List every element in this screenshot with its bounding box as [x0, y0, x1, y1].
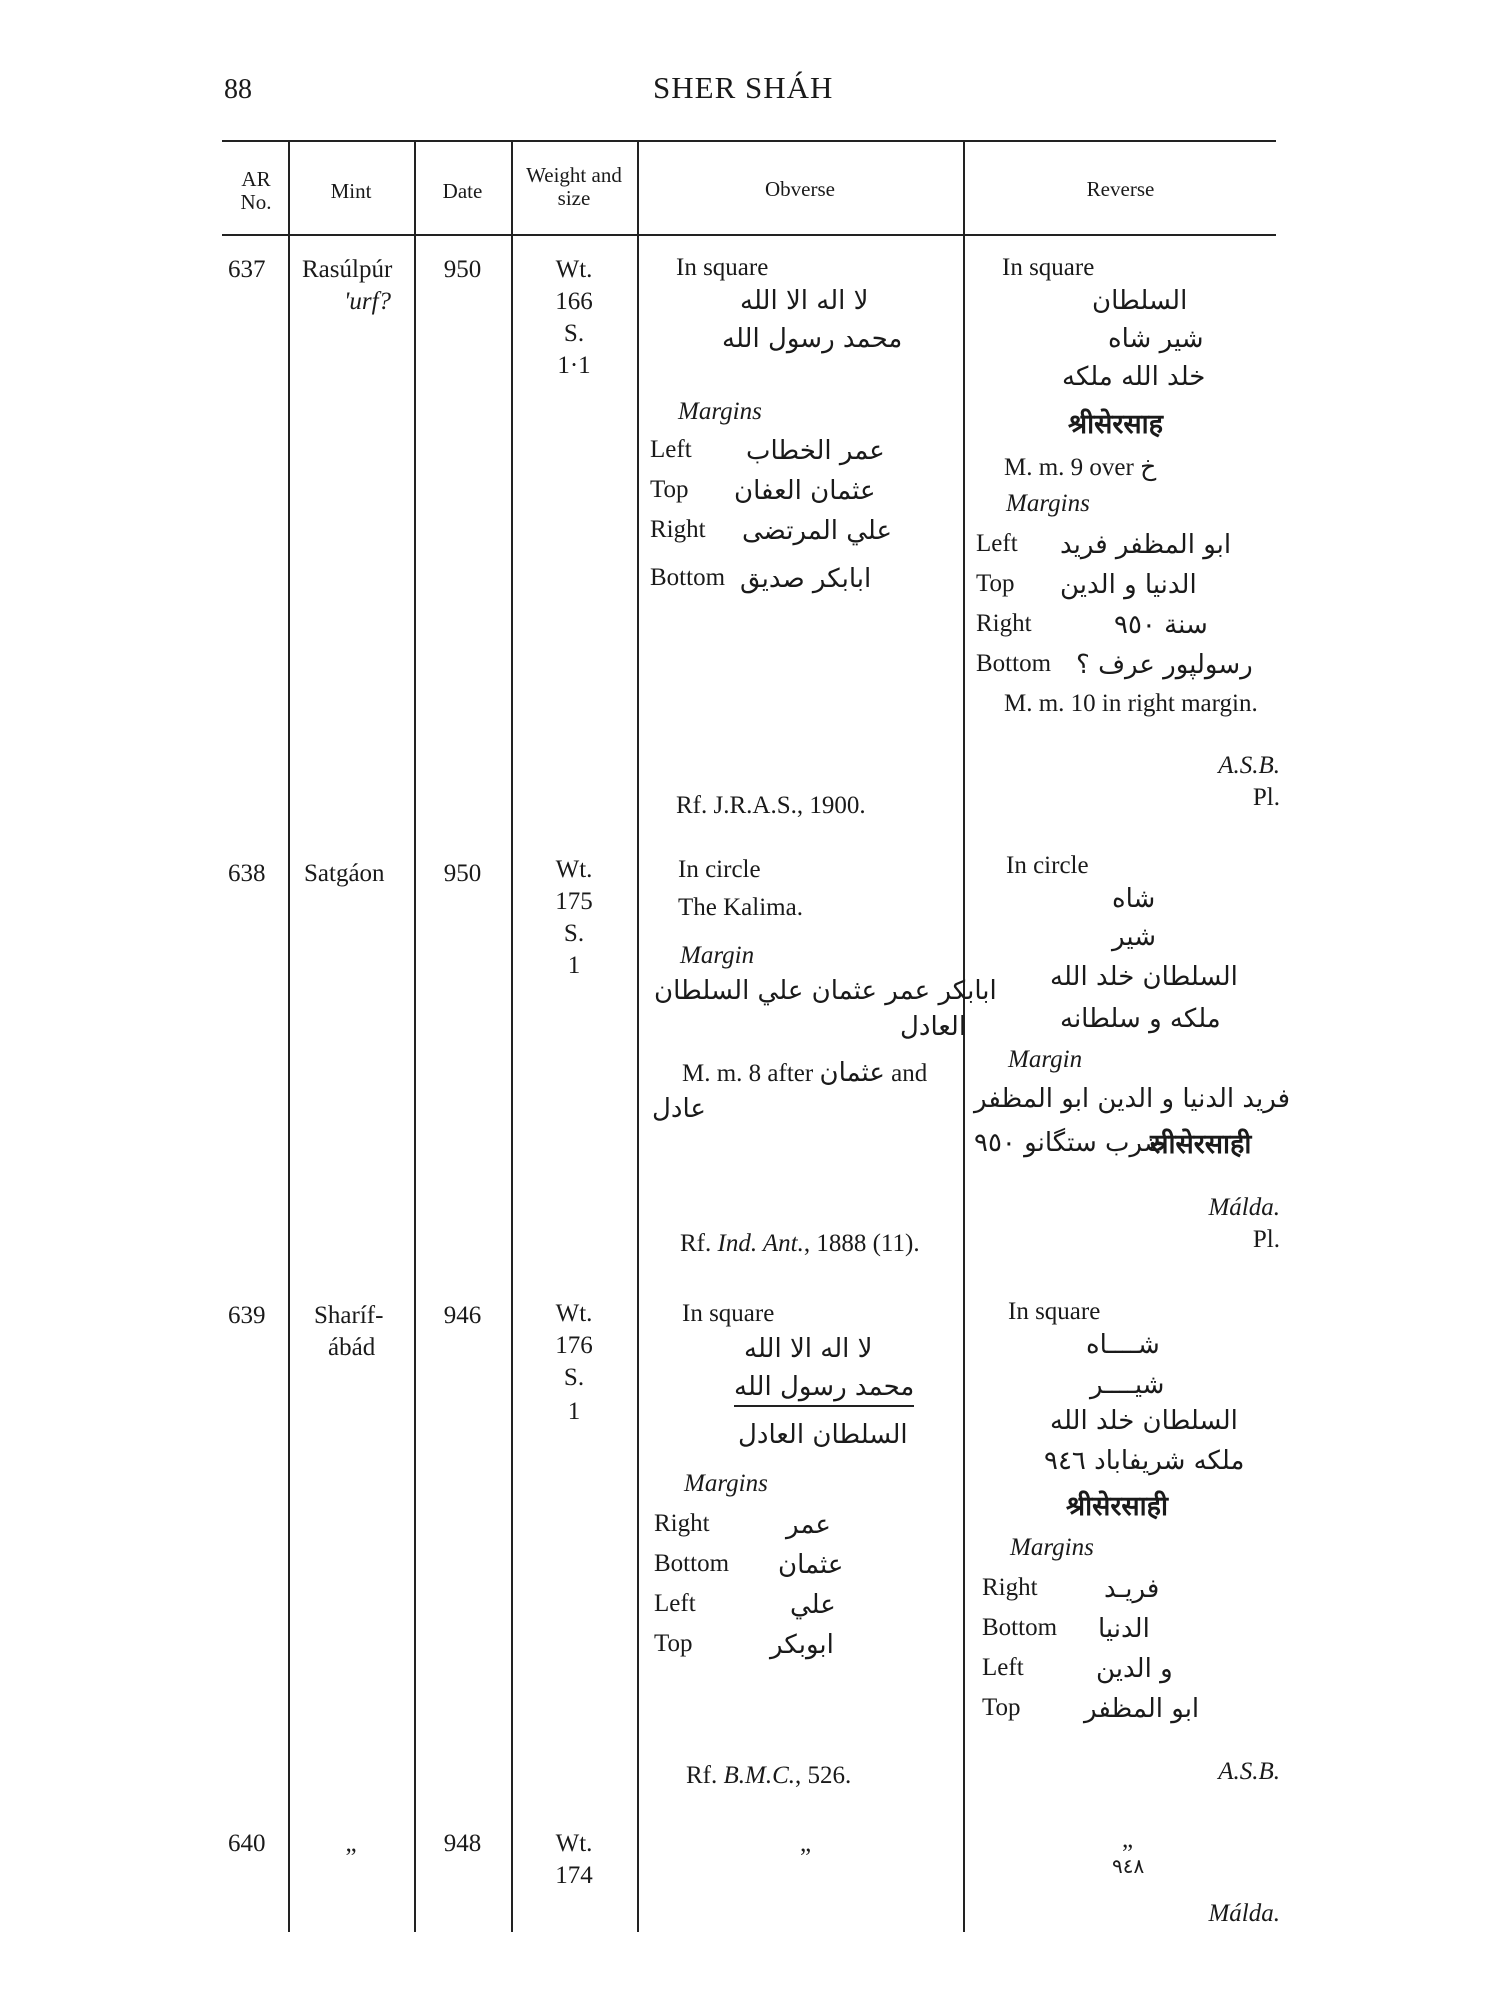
obverse-margin-side: Bottom [650, 564, 726, 591]
reverse-line: خلد الله ملكه [1062, 362, 1206, 392]
coin-weight: 174 [555, 1862, 593, 1889]
collection: A.S.B. [1218, 752, 1280, 779]
reverse-margin-text: رسولپور عرف ؟ [1076, 650, 1253, 680]
obverse-margin-text: عثمان [778, 1550, 844, 1580]
coin-date: 948 [443, 1830, 482, 1857]
reverse-mintmark-note: M. m. 9 over خ [1004, 454, 1157, 481]
reverse-margin-side: Right [982, 1574, 1038, 1601]
reverse-margin-side: Bottom [982, 1614, 1058, 1641]
obverse-line: لا اله الا الله [744, 1334, 873, 1364]
obverse-reference: Rf. B.M.C., 526. [686, 1762, 852, 1789]
obverse-margin-text: ابوبكر [770, 1630, 834, 1660]
reverse-line: السلطان خلد الله [1050, 962, 1238, 992]
obverse-line: السلطان العادل [738, 1420, 908, 1450]
obverse-mintmark-word: عادل [652, 1094, 706, 1124]
reverse-margin-text: ابو المظفر [1084, 1694, 1200, 1724]
column-divider [511, 142, 513, 1932]
obverse-margins-label: Margins [678, 398, 762, 425]
reverse-margin-text: ابو المظفر فريد [1060, 530, 1232, 560]
header-weight: Weight and size [526, 163, 622, 210]
reverse-margin-text: و الدين [1096, 1654, 1173, 1684]
reverse-margin-text: فريـد [1104, 1574, 1160, 1604]
coin-size: 1·1 [557, 352, 591, 379]
reverse-date: ٩٤٨ [1112, 1854, 1145, 1878]
obverse-mintmark-note: M. m. 8 after عثمان and [682, 1058, 928, 1088]
reverse-margin-side: Left [982, 1654, 1024, 1681]
header-no: AR No. [240, 167, 272, 214]
coin-mint: Rasúlpúr [302, 256, 393, 283]
obverse-margin-label: Margin [680, 942, 755, 969]
reverse-line: ملكه شريفاباد ٩٤٦ [1044, 1446, 1245, 1476]
coin-number: 640 [228, 1830, 266, 1857]
column-divider [637, 142, 639, 1932]
reverse-devanagari: श्रीसेरसाही [1066, 1491, 1168, 1522]
obverse-margin-text: عمر الخطاب [746, 436, 885, 466]
obverse-margin-side: Bottom [654, 1550, 730, 1577]
coin-weight: 175 [555, 888, 593, 915]
obverse-margin-side: Top [650, 476, 689, 503]
obverse-line: محمد رسول الله [722, 324, 903, 354]
reverse-line: شاه [1112, 884, 1156, 914]
obverse-margin-text: علي المرتضى [742, 516, 893, 546]
reverse-devanagari: श्रीसेरसाह [1068, 409, 1163, 440]
obverse-margin-text: عمر [786, 1510, 831, 1540]
obverse-reference: Rf. J.R.A.S., 1900. [676, 792, 866, 819]
reverse-line: شير [1112, 922, 1156, 952]
reverse-margin-text: الدنيا [1098, 1614, 1150, 1644]
obverse-margin-side: Top [654, 1630, 693, 1657]
page-title: SHER SHÁH [653, 70, 834, 105]
reverse-line: السلطان خلد الله [1050, 1406, 1238, 1436]
header-obverse: Obverse [765, 177, 835, 201]
obverse-margin-side: Right [654, 1510, 710, 1537]
obverse-margin-side: Right [650, 516, 706, 543]
coin-size: 1 [567, 1398, 581, 1425]
obverse-margin-side: Left [650, 436, 692, 463]
reverse-ditto: „ [1122, 1826, 1134, 1853]
page-number: 88 [224, 74, 252, 105]
reverse-devanagari: स्रीसेरसाही [1150, 1129, 1252, 1160]
reverse-area: In square [1008, 1298, 1101, 1325]
reverse-margin-label: Margin [1008, 1046, 1083, 1073]
reverse-line: شيــــر [1090, 1370, 1165, 1400]
obverse-margins-label: Margins [684, 1470, 768, 1497]
coin-weight-label: Wt. [555, 856, 593, 883]
reverse-margin-side: Left [976, 530, 1018, 557]
coin-mint-ditto: „ [345, 1830, 357, 1857]
coin-number: 639 [228, 1302, 266, 1329]
plate-ref: Pl. [1252, 784, 1280, 811]
reverse-margin-line: فريد الدنيا و الدين ابو المظفر [974, 1084, 1291, 1114]
column-divider [288, 142, 290, 1932]
obverse-area: In square [682, 1300, 775, 1327]
coin-size-label: S. [563, 920, 585, 947]
obverse-margin-text: علي [790, 1590, 836, 1620]
coin-size-label: S. [563, 320, 585, 347]
obverse-reference: Rf. Ind. Ant., 1888 (11). [680, 1230, 920, 1257]
collection: Málda. [1208, 1900, 1280, 1927]
reverse-line: شير شاه [1108, 324, 1204, 354]
header-date: Date [442, 179, 483, 203]
obverse-area: In square [676, 254, 769, 281]
obverse-line: محمد رسول الله [734, 1372, 914, 1407]
table-header-rule [222, 234, 1276, 236]
reverse-margin-side: Right [976, 610, 1032, 637]
coin-number: 637 [228, 256, 266, 283]
coin-date: 946 [443, 1302, 482, 1329]
coin-weight: 176 [555, 1332, 593, 1359]
plate-ref: Pl. [1252, 1226, 1280, 1253]
collection: Málda. [1208, 1194, 1280, 1221]
coin-mint: Sharíf- [314, 1302, 384, 1329]
obverse-area: In circle [678, 856, 761, 883]
coin-mint-continued: ábád [328, 1334, 376, 1361]
reverse-margin-side: Bottom [976, 650, 1052, 677]
reverse-line: السلطان [1092, 286, 1188, 316]
coin-weight-label: Wt. [555, 1300, 593, 1327]
coin-weight: 166 [555, 288, 593, 315]
reverse-area: In circle [1006, 852, 1089, 879]
reverse-line: ملكه و سلطانه [1060, 1004, 1221, 1034]
column-divider [414, 142, 416, 1932]
reverse-margin-text: الدنيا و الدين [1060, 570, 1197, 600]
coin-mint: Satgáon [304, 860, 385, 887]
reverse-margin-line: ضرب ستگانو ٩٥٠ [974, 1128, 1166, 1158]
reverse-line: شــــاه [1086, 1330, 1160, 1360]
reverse-margins-label: Margins [1006, 490, 1090, 517]
reverse-margin-side: Top [982, 1694, 1021, 1721]
obverse-margin-text: ابابكر صديق [740, 564, 872, 594]
obverse-line: لا اله الا الله [740, 286, 869, 316]
coin-date: 950 [443, 860, 482, 887]
coin-weight-label: Wt. [555, 1830, 593, 1857]
reverse-margin-side: Top [976, 570, 1015, 597]
collection: A.S.B. [1218, 1758, 1280, 1785]
coin-size: 1 [567, 952, 581, 979]
obverse-margin-text: عثمان العفان [734, 476, 876, 506]
coin-mint-note: 'urf? [344, 288, 392, 315]
coin-weight-label: Wt. [555, 256, 593, 283]
obverse-kalima: The Kalima. [678, 894, 803, 921]
reverse-margins-label: Margins [1010, 1534, 1094, 1561]
header-mint: Mint [330, 179, 372, 203]
table-top-rule [222, 140, 1276, 142]
reverse-area: In square [1002, 254, 1095, 281]
coin-number: 638 [228, 860, 266, 887]
obverse-margin-line: ابابكر عمر عثمان علي السلطان [654, 976, 997, 1006]
obverse-margin-side: Left [654, 1590, 696, 1617]
coin-size-label: S. [563, 1364, 585, 1391]
header-reverse: Reverse [1086, 177, 1155, 201]
obverse-ditto: „ [800, 1830, 812, 1857]
obverse-margin-line: العادل [900, 1012, 967, 1042]
coin-date: 950 [443, 256, 482, 283]
reverse-mintmark-note: M. m. 10 in right margin. [1004, 690, 1258, 717]
reverse-margin-text: سنة ٩٥٠ [1114, 610, 1208, 640]
